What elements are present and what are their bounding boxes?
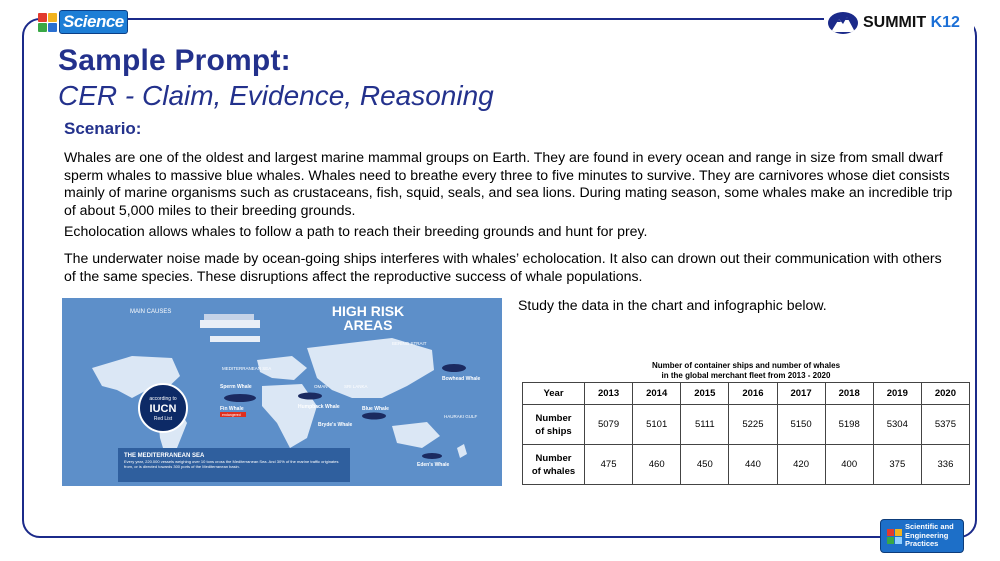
page-subtitle: CER - Claim, Evidence, Reasoning (58, 80, 494, 111)
table-cell: 5150 (777, 405, 825, 445)
header-cell: 2019 (873, 383, 921, 405)
row-label-ships: Number of ships (523, 405, 585, 445)
table-header-row (523, 383, 970, 405)
map-australia (392, 422, 440, 448)
cruise-ship-icon (210, 336, 260, 342)
species-fin-whale: Fin Whale (220, 406, 244, 412)
table-row-ships (523, 405, 970, 445)
scenario-paragraph-1: Whales are one of the oldest and largest marine mammal groups on Earth. They are found in every ocean and range in size from small dwarf sperm whales to massive blue whales. Whales need to breathe every three to five minutes to survive. They are carnivores whose diet consists mainly of marine organisms such as crustaceans, fish, squid, seals, and sea lions. During mating season, some whales make an incredible trip of about 5,000 miles to their breeding grounds. (64, 149, 953, 218)
table-cell: 5101 (633, 405, 681, 445)
sperm-whale-icon (224, 394, 256, 402)
row-label-whales: Number of whales (523, 445, 585, 485)
header-cell: 2015 (681, 383, 729, 405)
header-cell: 2018 (825, 383, 873, 405)
map-new-zealand (457, 444, 467, 458)
label-bering-strait: BERING STRAIT (392, 341, 427, 346)
science-logo (38, 9, 124, 35)
table-cell: 5079 (585, 405, 633, 445)
mediterranean-heading: THE MEDITERRANEAN SEA (124, 453, 205, 459)
mountain-icon (828, 12, 858, 34)
scenario-paragraph-3: The underwater noise made by ocean-going ships interferes with whales’ echolocation. It also can drown out their communication with others of the same species. These disruptions affect the reproductive success of whale populations. (64, 250, 942, 284)
species-humpback-whale: Humpback Whale (298, 404, 340, 410)
practices-icons (887, 529, 902, 544)
header-cell: 2020 (921, 383, 969, 405)
ships-whales-table (522, 382, 970, 485)
species-brydes-whale: Bryde's Whale (318, 422, 353, 428)
humpback-whale-icon (298, 393, 322, 400)
study-instruction: Study the data in the chart and infographic below. (518, 297, 827, 313)
table-cell: 5111 (681, 405, 729, 445)
table-caption (522, 361, 970, 381)
table-cell: 5304 (873, 405, 921, 445)
blue-whale-icon (362, 413, 386, 420)
table-cell: 5375 (921, 405, 969, 445)
table-cell: 440 (729, 445, 777, 485)
table-cell: 336 (921, 445, 969, 485)
table-caption-line-2: in the global merchant fleet from 2013 - 2020 (661, 371, 831, 380)
whale-risk-infographic (62, 298, 502, 486)
header-cell: 2013 (585, 383, 633, 405)
label-oman: OMAN (314, 384, 328, 389)
scenario-heading: Scenario: (64, 119, 142, 138)
table-cell: 420 (777, 445, 825, 485)
species-blue-whale: Blue Whale (362, 406, 389, 412)
label-hauraki-gulf: HAURAKI GULF (444, 414, 478, 419)
label-sri-lanka: SRI LANKA (344, 384, 368, 389)
iucn-line-1: according to (149, 396, 177, 402)
iucn-line-2: IUCN (149, 403, 177, 415)
world-map (62, 298, 502, 486)
table-cell: 460 (633, 445, 681, 485)
summit-k12-logo (824, 9, 974, 36)
mediterranean-text: Every year, 220.000 vessels weighing over 10 tons cross the Mediterranean Sea. And 30% of the marine traffic originates from, or is directed towards 300 ports of the Mediterranean basin. (124, 459, 339, 469)
header-cell: 2017 (777, 383, 825, 405)
cargo-ship-icon (200, 320, 260, 328)
science-logo-text: Science (59, 10, 128, 34)
header-cell: 2014 (633, 383, 681, 405)
species-edens-whale: Eden's Whale (417, 462, 450, 468)
species-bowhead-whale: Bowhead Whale (442, 376, 481, 382)
summit-logo-text: SUMMIT K12 (863, 13, 960, 31)
table-cell: 5198 (825, 405, 873, 445)
infographic-title-2: AREAS (343, 317, 393, 333)
scenario-paragraph-2: Echolocation allows whales to follow a path to reach their breeding grounds and hunt for prey. (64, 223, 648, 239)
table-cell: 400 (825, 445, 873, 485)
science-logo-icons (38, 13, 57, 32)
edens-whale-icon (422, 453, 442, 459)
page-title: Sample Prompt: (58, 44, 291, 77)
table-cell: 450 (681, 445, 729, 485)
table-cell: 475 (585, 445, 633, 485)
practices-logo-text: Scientific and Engineering Practices (905, 522, 954, 549)
map-asia (307, 338, 434, 398)
table-cell: 375 (873, 445, 921, 485)
species-sperm-whale: Sperm Whale (220, 384, 252, 390)
table-caption-line-1: Number of container ships and number of whales (651, 361, 841, 370)
header-cell: Year (523, 383, 585, 405)
table-cell: 5225 (729, 405, 777, 445)
table-row-whales (523, 445, 970, 485)
iucn-line-3: Red List (153, 416, 173, 422)
label-mediterranean: MEDITERRANEAN SEA (222, 366, 272, 371)
fin-whale-status: endangered (222, 413, 241, 417)
infographic-title-1: HIGH RISK (331, 303, 405, 319)
bowhead-whale-icon (442, 364, 466, 372)
header-cell: 2016 (729, 383, 777, 405)
scientific-engineering-practices-logo (880, 519, 964, 553)
main-causes-label: MAIN CAUSES (130, 309, 172, 315)
